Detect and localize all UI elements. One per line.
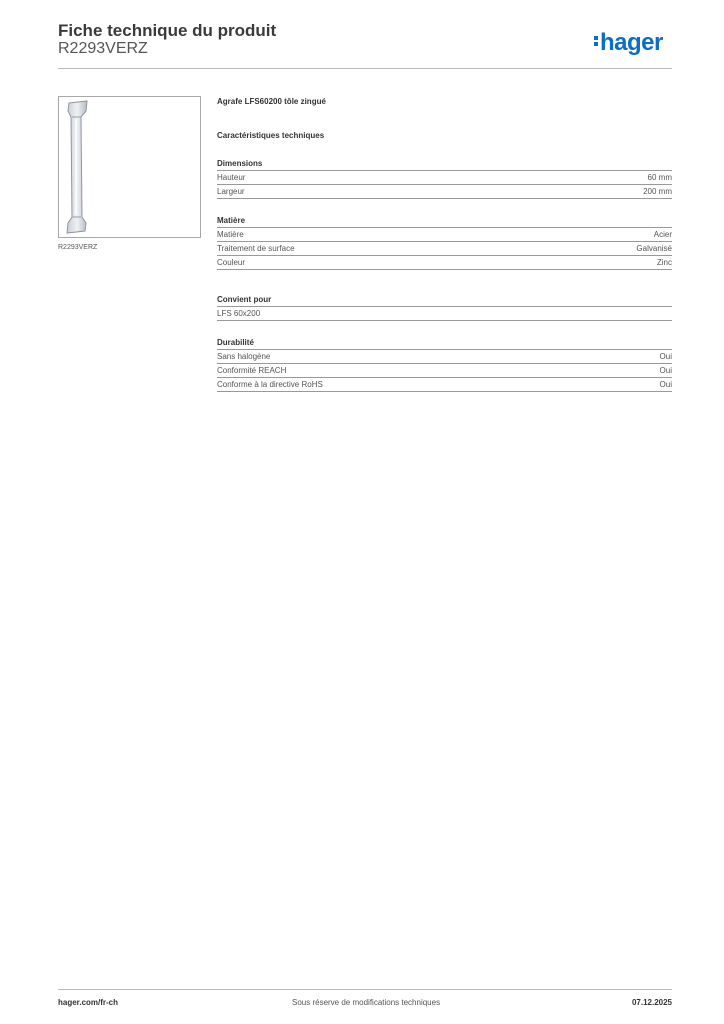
group-durabilite — [217, 337, 672, 392]
spec-label: Conforme à la directive RoHS — [217, 380, 323, 389]
spec-row — [217, 171, 672, 185]
logo-text: hager — [600, 29, 663, 56]
spec-content — [217, 96, 672, 392]
page-title: Fiche technique du produit — [58, 21, 277, 40]
spec-label: LFS 60x200 — [217, 309, 261, 318]
spec-label: Conformité REACH — [217, 366, 287, 375]
hager-logo — [594, 29, 663, 57]
group-title: Dimensions — [217, 158, 672, 171]
spec-label: Matière — [217, 230, 244, 239]
group-title: Durabilité — [217, 337, 672, 350]
logo-dots-icon — [594, 34, 598, 48]
footer-divider — [58, 989, 672, 990]
spec-label: Largeur — [217, 187, 245, 196]
spec-row — [217, 364, 672, 378]
spec-value: Oui — [659, 380, 672, 389]
spec-row — [217, 307, 672, 321]
group-dimensions — [217, 158, 672, 199]
product-name: Agrafe LFS60200 tôle zingué — [217, 97, 326, 106]
spec-label: Sans halogène — [217, 352, 271, 361]
section-title: Caractéristiques techniques — [217, 131, 325, 140]
product-reference: R2293VERZ — [58, 40, 148, 57]
spec-row — [217, 185, 672, 199]
group-matiere — [217, 215, 672, 270]
spec-value: 200 mm — [643, 187, 672, 196]
spec-label: Hauteur — [217, 173, 246, 182]
clip-bracket-icon — [59, 97, 200, 237]
spec-label: Couleur — [217, 258, 246, 267]
spec-value: Zinc — [656, 258, 672, 267]
spec-value: Acier — [653, 230, 672, 239]
footer-date: 07.12.2025 — [631, 998, 672, 1007]
spec-value: Oui — [659, 366, 672, 375]
spec-row — [217, 228, 672, 242]
spec-label: Traitement de surface — [217, 244, 295, 253]
group-convient — [217, 294, 672, 321]
spec-row — [217, 350, 672, 364]
spec-value: Oui — [659, 352, 672, 361]
spec-value: Galvanisé — [636, 244, 672, 253]
spec-row — [217, 242, 672, 256]
spec-row — [217, 378, 672, 392]
spec-value: 60 mm — [647, 173, 672, 182]
header-divider — [58, 68, 672, 69]
group-title: Convient pour — [217, 294, 672, 307]
footer-disclaimer: Sous réserve de modifications techniques — [292, 998, 441, 1007]
image-caption: R2293VERZ — [58, 244, 98, 251]
footer-website-link[interactable]: hager.com/fr-ch — [58, 998, 119, 1007]
spec-row — [217, 256, 672, 270]
group-title: Matière — [217, 215, 672, 228]
product-image — [58, 96, 201, 238]
